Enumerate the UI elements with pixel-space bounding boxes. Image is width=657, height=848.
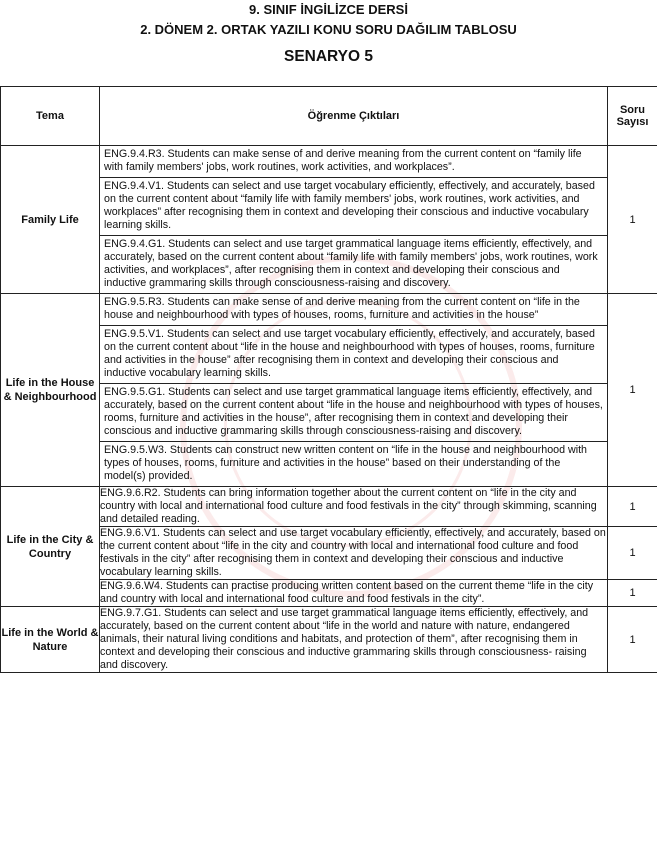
table-row-house-neighbourhood <box>1 294 657 487</box>
table-row-world-nature <box>1 607 657 673</box>
outcome-item: ENG.9.6.R2. Students can bring information together about the current content on “life in the city and country with local and international food culture and food festivals in the city” through skimming, scanning and detailed reading. <box>100 487 608 527</box>
outcome-item: ENG.9.5.V1. Students can select and use target vocabulary efficiently, effectively, and accurately, based on the current content about “life in the house and neighbourhood with types of houses, rooms, furniture and activities in the house” after recognising them in context and developing their conscious and inductive vocabulary learning skills. <box>100 325 607 383</box>
table-row-family-life <box>1 146 657 294</box>
header-tema: Tema <box>1 87 100 146</box>
outcome-item: ENG.9.7.G1. Students can select and use target grammatical language items efficiently, effectively, and accurately, based on the current content about “life in the world and nature with nature, endangered animals, their natural living conditions and habitats, and protection of them”, after recognising them in context and developing their conscious and inductive grammaring skills through consciousness- raising and discovery. <box>100 607 608 673</box>
document-subtitle: 2. DÖNEM 2. ORTAK YAZILI KONU SORU DAĞILIM TABLOSU <box>140 22 517 37</box>
question-count-cell: 1 <box>608 580 657 607</box>
question-count-cell: 1 <box>608 527 657 580</box>
topic-distribution-table <box>0 86 657 673</box>
table-row-city-country <box>1 580 657 607</box>
question-count-cell: 1 <box>608 294 657 487</box>
header-outcomes: Öğrenme Çıktıları <box>100 87 608 146</box>
table-header-row <box>1 87 657 146</box>
question-count-cell: 1 <box>608 146 657 294</box>
tema-cell: Life in the City & Country <box>1 487 100 607</box>
question-count-cell: 1 <box>608 487 657 527</box>
outcome-item: ENG.9.4.R3. Students can make sense of and derive meaning from the current content on “family life with family members' jobs, work routines, work activities, and workplaces”. <box>104 148 582 173</box>
header-count: Soru Sayısı <box>608 87 657 146</box>
document-title: 9. SINIF İNGİLİZCE DERSİ <box>249 2 408 17</box>
outcomes-cell <box>100 146 608 294</box>
outcome-item: ENG.9.4.G1. Students can select and use target grammatical language items efficiently, effectively, and accurately, based on the current content about “family life with family members' jobs, work routines, work activities, and workplaces”, after recognising them in context and developing their conscious and inductive grammaring skills through consciousness-raising and discovery. <box>100 235 607 293</box>
outcome-item: ENG.9.4.V1. Students can select and use target vocabulary efficiently, effectively, and accurately, based on the current content about “family life with family members' jobs, work routines, work activities, and workplaces” after recognising them in context and developing their conscious and inductive vocabulary learning skills. <box>100 177 607 235</box>
outcome-item: ENG.9.5.R3. Students can make sense of and derive meaning from the current content on “life in the house and neighbourhood with types of houses, rooms, furniture and activities in the house” <box>104 296 580 321</box>
outcome-item: ENG.9.5.W3. Students can construct new written content on “life in the house and neighbourhood with types of houses, rooms, furniture and activities in the house” based on their understanding of the model(s) provided. <box>100 441 607 486</box>
outcome-item: ENG.9.6.W4. Students can practise producing written content based on the current theme “life in the city and country with local and international food culture and food festivals in the city”. <box>100 580 608 607</box>
outcome-item: ENG.9.5.G1. Students can select and use target grammatical language items efficiently, effectively, and accurately, based on the current content about “life in the house and neighbourhood with types of houses, rooms, furniture and activities in the house”, after recognising them in context and developing their conscious and inductive grammaring skills through consciousness-raising and discovery. <box>100 383 607 441</box>
outcome-item: ENG.9.6.V1. Students can select and use target vocabulary efficiently, effectively, and accurately, based on the current content about “life in the city and country with local and international food culture and food festivals in the city” after recognising them in context and developing their conscious and inductive vocabulary learning skills. <box>100 527 606 578</box>
table-row-city-country <box>1 527 657 580</box>
tema-cell: Family Life <box>1 146 100 294</box>
tema-cell: Life in the World & Nature <box>1 607 100 673</box>
question-count-cell: 1 <box>608 607 657 673</box>
table-row-city-country <box>1 487 657 527</box>
scenario-title: SENARYO 5 <box>283 48 373 65</box>
outcomes-cell <box>100 294 608 487</box>
tema-cell: Life in the House & Neighbourhood <box>1 294 100 487</box>
